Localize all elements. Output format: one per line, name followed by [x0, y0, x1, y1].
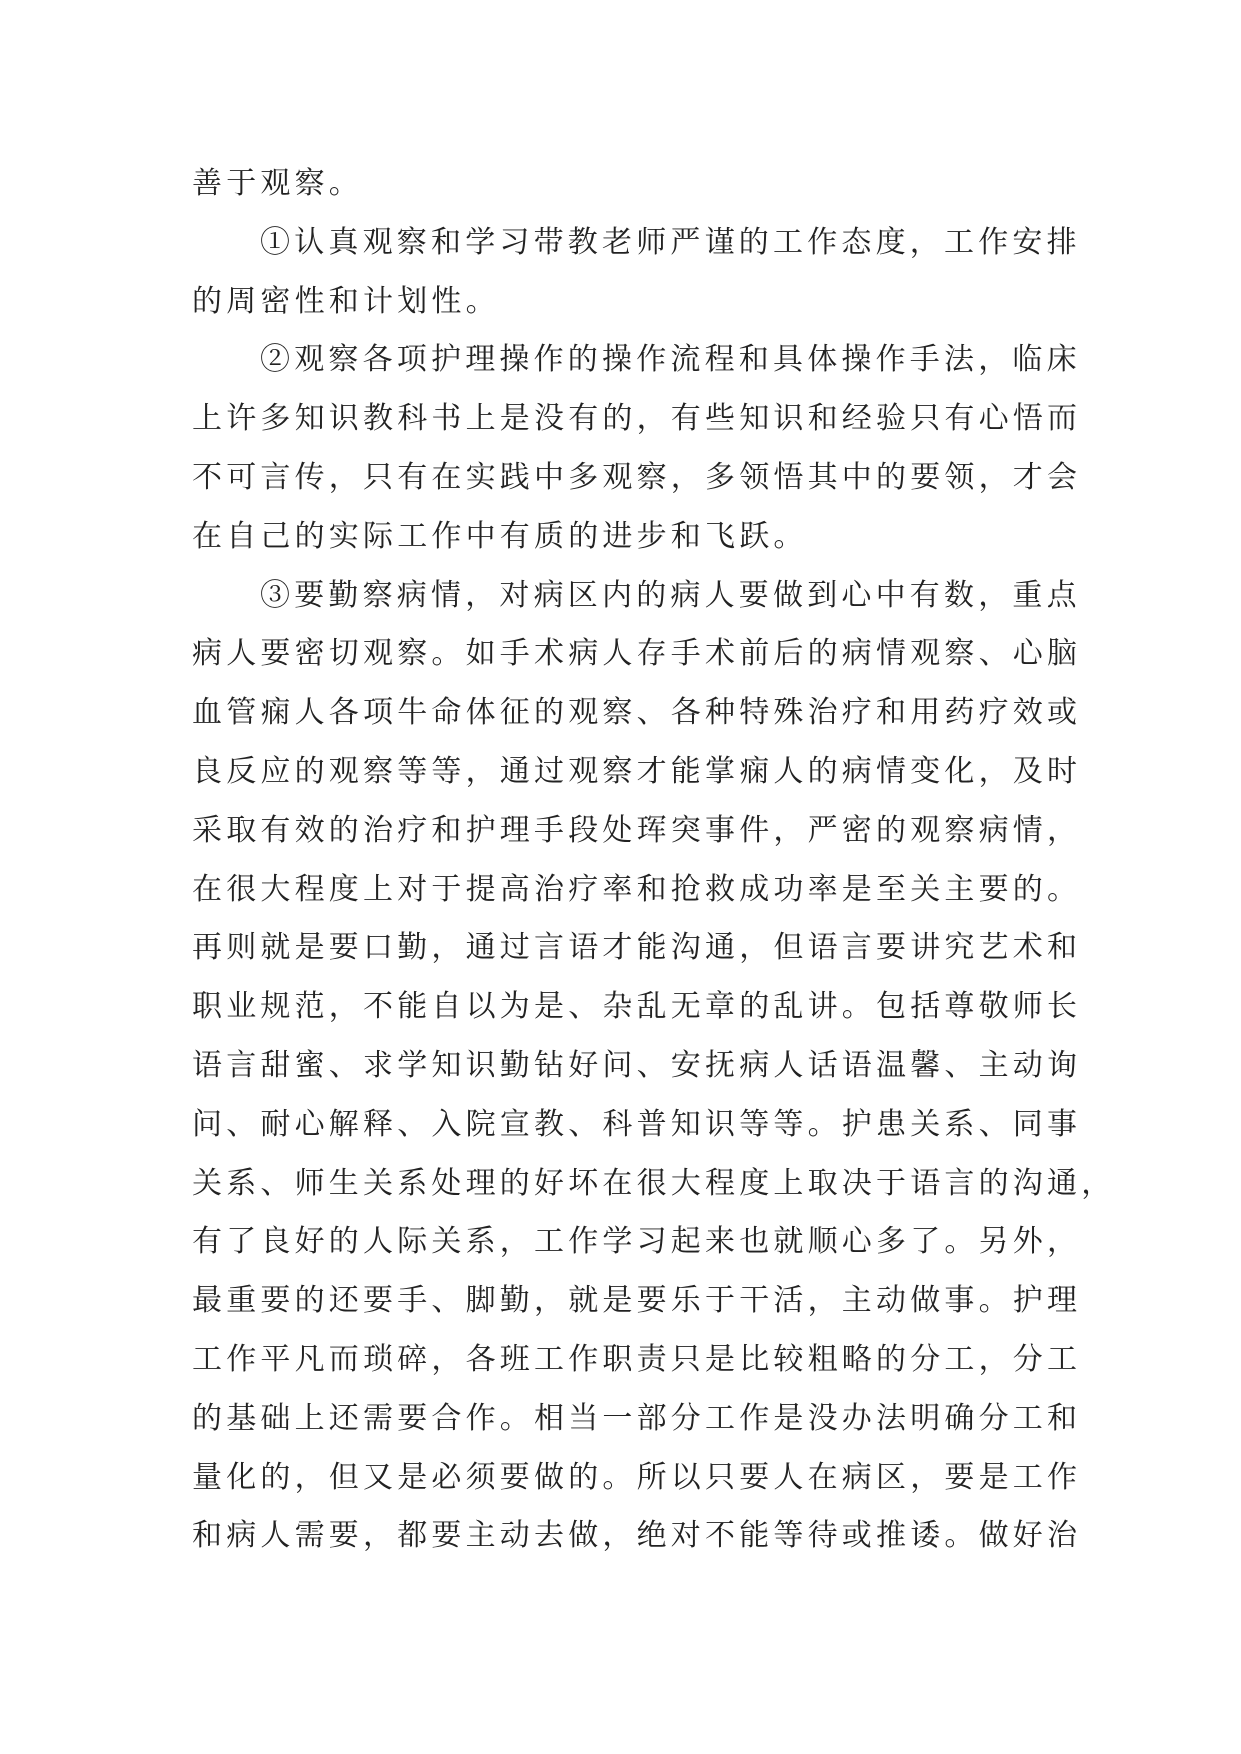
text-line: 量化的，但又是必须要做的。所以只要人在病区，要是工作 [192, 1459, 1082, 1495]
text-line: 善于观察。 [192, 166, 363, 201]
text-line: 上许多知识教科书上是没有的，有些知识和经验只有心悟而 [192, 401, 1082, 437]
text-line: 的周密性和计划性。 [192, 283, 500, 319]
text-line: 有了良好的人际关系，工作学习起来也就顺心多了。另外， [192, 1224, 1082, 1260]
text-line: 职业规范，不能自以为是、杂乱无章的乱讲。包括尊敬师长 [192, 989, 1082, 1025]
text-line: 问、耐心解释、入院宣教、科普知识等等。护患关系、同事 [192, 1106, 1082, 1142]
text-line-paragraph-start: ③要勤察病情，对病区内的病人要做到心中有数，重点 [260, 577, 1081, 613]
text-line: 语言甜蜜、求学知识勤钻好问、安抚病人话语温馨、主动询 [192, 1047, 1082, 1083]
text-line: 的基础上还需要合作。相当一部分工作是没办法明确分工和 [192, 1400, 1082, 1436]
text-line: 在自己的实际工作中有质的进步和飞跃。 [192, 518, 808, 554]
text-line-paragraph-start: ②观察各项护理操作的操作流程和具体操作手法，临床 [260, 342, 1081, 378]
text-line: 和病人需要，都要主动去做，绝对不能等待或推诿。做好治 [192, 1518, 1082, 1554]
text-line: 在很大程度上对于提高治疗率和抢救成功率是至关主要的。 [192, 871, 1082, 907]
text-line: 关系、师生关系处理的好坏在很大程度上取决于语言的沟通， [192, 1165, 1116, 1201]
text-line: 病人要密切观察。如手术病人存手术前后的病情观察、心脑 [192, 636, 1082, 672]
text-line: 不可言传，只有在实践中多观察，多领悟其中的要领，才会 [192, 459, 1082, 495]
body-text [192, 155, 1116, 1566]
text-line: 工作平凡而琐碎，各班工作职责只是比较粗略的分工，分工 [192, 1341, 1082, 1377]
text-line: 采取有效的治疗和护理手段处珲突事件，严密的观察病情， [192, 812, 1082, 848]
text-line: 血管痫人各项牛命体征的观察、各种特殊治疗和用药疗效或 [192, 695, 1082, 731]
text-line: 再则就是要口勤，通过言语才能沟通，但语言要讲究艺术和 [192, 930, 1082, 966]
text-line-paragraph-start: ①认真观察和学习带教老师严谨的工作态度，工作安排 [260, 224, 1081, 260]
text-line: 良反应的观察等等，通过观察才能掌痫人的病情变化，及时 [192, 753, 1082, 789]
text-line: 最重要的还要手、脚勤，就是要乐于干活，主动做事。护理 [192, 1283, 1082, 1319]
